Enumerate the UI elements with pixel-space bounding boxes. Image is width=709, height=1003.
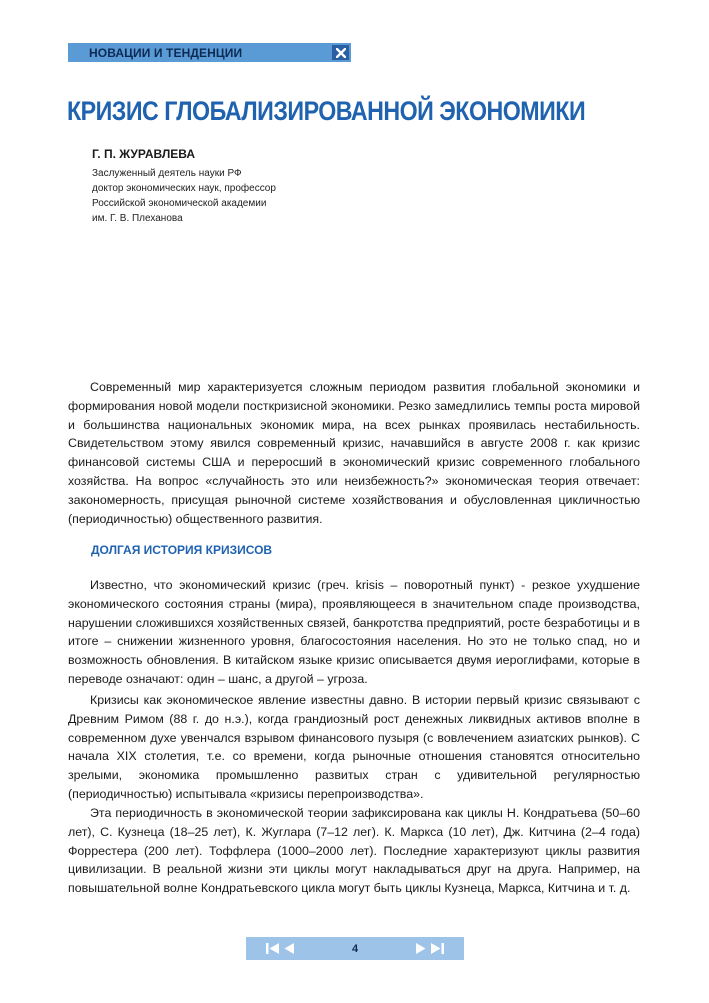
- author-credential: им. Г. В. Плеханова: [92, 213, 183, 224]
- last-page-icon: [430, 943, 444, 954]
- body-paragraph: Известно, что экономический кризис (греч. krisis – поворотный пункт) - резкое ухудшение экономического состояния страны (мира), проявляющееся в значительном спаде производства, нарушении сложившихся хозяйственных связей, банкротства предприятий, росте безработицы и в итоге – снижении жизненного уровня, благосостояния населения. Но это не только спад, но и возможность обновления. В китайском языке кризис описывается двумя иероглифами, которые в переводе означают: один – шанс, а другой – угроза.: [68, 578, 640, 686]
- author-block: [92, 147, 276, 226]
- author-credential: доктор экономических наук, профессор: [92, 183, 276, 194]
- author-credential: Заслуженный деятель науки РФ: [92, 168, 242, 179]
- article-title: КРИЗИС ГЛОБАЛИЗИРОВАННОЙ ЭКОНОМИКИ: [67, 96, 586, 126]
- close-icon: [336, 48, 346, 58]
- prev-page-icon: [284, 943, 295, 954]
- first-page-icon: [266, 943, 280, 954]
- intro-paragraph: Современный мир характеризуется сложным периодом развития глобальной экономики и формирования новой модели посткризисной экономики. Резко замедлились темпы роста мировой и большинства национальных экономик мира, на всех рынках проявилась нестабильность. Свидетельством этому явился современный кризис, начавшийся в августе 2008 г. как кризис финансовой системы США и переросший в экономический кризис современного глобального хозяйства. На вопрос «случайность это или неизбежность?» экономическая теория отвечает: закономерность, присущая рыночной системе хозяйствования и обусловленная цикличностью (периодичностью) общественного развития.: [68, 380, 640, 526]
- next-page-icon: [415, 943, 426, 954]
- next-page-button[interactable]: [415, 943, 426, 954]
- page-navigation-bar: [246, 937, 464, 960]
- first-page-button[interactable]: [266, 943, 280, 954]
- section-heading: ДОЛГАЯ ИСТОРИЯ КРИЗИСОВ: [91, 543, 273, 557]
- body-paragraph: Кризисы как экономическое явление известны давно. В истории первый кризис связывают с Древним Римом (88 г. до н.э.), когда грандиозный рост денежных ликвидных активов вполне в современном духе увенчался взрывом финансового пузыря (с вовлечением азиатских рынков). С начала XIX столетия, т.е. со времени, когда рыночные отношения становятся относительно зрелыми, экономика промышленно развитых стран с удивительной регулярностью (периодичностью) испытывала «кризисы перепроизводства».: [68, 693, 640, 801]
- author-credential: Российской экономической академии: [92, 198, 267, 209]
- body-paragraph: Эта периодичность в экономической теории зафиксирована как циклы Н. Кондратьева (50–60 лет), С. Кузнеца (18–25 лет), К. Жуглара (7–12 лег). К. Маркса (10 лет), Дж. Китчина (2–4 года) Форрестера (200 лет). Тоффлера (1000–2000 лет). Последние характеризуют циклы развития цивилизации. В реальной жизни эти циклы могут накладываться друг на друга. Например, на повышательной волне Кондратьевского цикла могут быть циклы Кузнеца, Маркса, Китчина и т. д.: [68, 806, 640, 896]
- page-number: 4: [351, 942, 359, 955]
- nav-forward-group: [395, 943, 464, 954]
- close-button[interactable]: [332, 45, 349, 60]
- last-page-button[interactable]: [430, 943, 444, 954]
- prev-page-button[interactable]: [284, 943, 295, 954]
- section-header-bar: [68, 43, 351, 62]
- section-label: НОВАЦИИ И ТЕНДЕНЦИИ: [89, 45, 243, 60]
- nav-back-group: [246, 943, 315, 954]
- author-name: Г. П. ЖУРАВЛЕВА: [92, 147, 196, 161]
